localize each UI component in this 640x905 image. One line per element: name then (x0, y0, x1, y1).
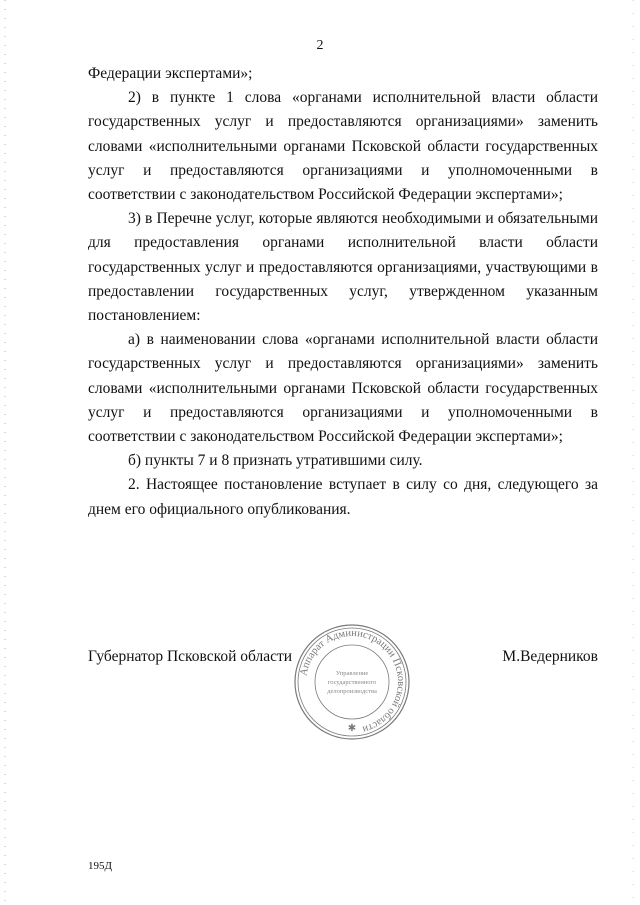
stamp-star-icon: ✱ (347, 723, 357, 734)
paragraph-item-3: 3) в Перечне услуг, которые являются необходимыми и обязательными для предоставления органами исполнительной власти области государственных услуг и предоставляются организациями, участвующими в предоставлении государственных услуг, утвержденном указанным постановлением: (88, 210, 598, 325)
paragraph-subitem-b: б) пункты 7 и 8 признать утратившими силу. (128, 452, 423, 470)
stamp-inner-line-1: Управление (335, 670, 369, 677)
stamp-seal-icon (292, 622, 412, 742)
paragraph-item-2: 2) в пункте 1 слова «органами исполнительной власти области государственных услуг и предоставляются организациями» заменить словами «исполнительными органами Псковской области государственных услуг и предоставляются организациями и уполномоченными в соответствии с законодательством Российской Федерации экспертами»; (88, 89, 598, 204)
document-body (88, 62, 598, 522)
scan-edge-marks-right (632, 0, 634, 905)
page-number: 2 (316, 38, 324, 53)
signatory-position: Губернатор Псковской области (88, 648, 293, 665)
scan-edge-marks-left (4, 0, 6, 905)
stamp-ring-text: Аппарат Администрации Псковской области (298, 627, 407, 735)
official-stamp (292, 622, 412, 742)
paragraph-clause-2: 2. Настоящее постановление вступает в силу со дня, следующего за днем его официального опубликования. (88, 476, 598, 518)
paragraph-continuation: Федерации экспертами»; (88, 65, 253, 82)
stamp-inner-line-3: делопроизводства (327, 688, 377, 695)
paragraph-subitem-a: а) в наименовании слова «органами исполнительной власти области государственных услуг и предоставляются организациями» заменить словами «исполнительными органами Псковской области государственных услуг и предоставляются организациями и уполномоченными в соответствии с законодательством Российской Федерации экспертами»; (88, 331, 598, 446)
document-code: 195Д (88, 860, 113, 872)
stamp-inner-line-2: государственного (327, 679, 377, 686)
signatory-name: М.Ведерников (502, 648, 598, 665)
